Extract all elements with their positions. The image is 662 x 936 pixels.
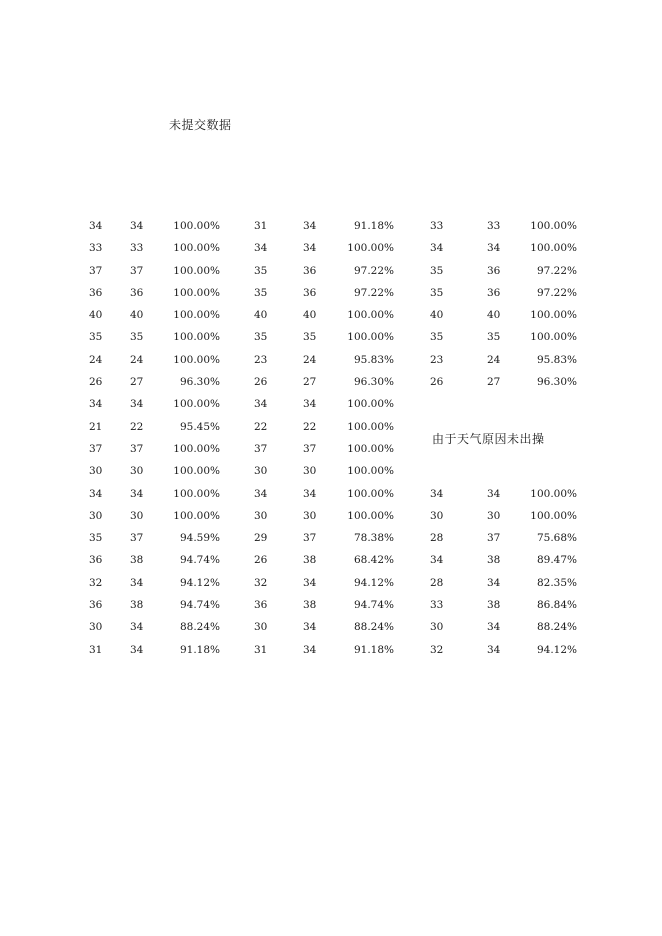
table-cell: 28 <box>430 532 444 545</box>
table-row <box>0 416 662 438</box>
table-cell: 36 <box>89 286 103 299</box>
table-cell: 31 <box>254 643 268 656</box>
table-cell: 100.00% <box>347 331 394 344</box>
table-cell: 30 <box>254 465 268 478</box>
table-cell: 94.12% <box>353 576 394 589</box>
table-cell: 32 <box>89 576 103 589</box>
table-cell: 100.00% <box>173 309 220 322</box>
table-cell: 91.18% <box>179 643 220 656</box>
table-cell: 33 <box>430 599 444 612</box>
page-title: 未提交数据 <box>169 118 232 132</box>
table-cell: 26 <box>254 554 268 567</box>
table-cell: 100.00% <box>347 442 394 455</box>
table-cell: 36 <box>487 264 501 277</box>
table-cell: 34 <box>254 398 268 411</box>
table-cell: 100.00% <box>173 242 220 255</box>
table-cell: 75.68% <box>536 532 577 545</box>
table-row <box>0 282 662 304</box>
table-cell: 96.30% <box>353 376 394 389</box>
table-cell: 40 <box>487 309 501 322</box>
table-cell: 82.35% <box>536 576 577 589</box>
data-table <box>0 215 662 661</box>
table-cell: 96.30% <box>536 376 577 389</box>
table-cell: 35 <box>430 264 444 277</box>
table-row <box>0 393 662 415</box>
table-cell: 34 <box>130 576 144 589</box>
table-cell: 35 <box>303 331 317 344</box>
table-cell: 37 <box>130 264 144 277</box>
table-cell: 86.84% <box>536 599 577 612</box>
table-cell: 37 <box>89 264 103 277</box>
table-cell: 100.00% <box>173 465 220 478</box>
table-cell: 34 <box>430 242 444 255</box>
table-cell: 94.12% <box>536 643 577 656</box>
table-row <box>0 349 662 371</box>
table-cell: 94.74% <box>353 599 394 612</box>
table-cell: 100.00% <box>173 398 220 411</box>
table-cell: 100.00% <box>530 331 577 344</box>
table-cell: 100.00% <box>347 309 394 322</box>
table-cell: 30 <box>430 509 444 522</box>
table-cell: 35 <box>430 331 444 344</box>
table-cell: 36 <box>254 599 268 612</box>
table-cell: 100.00% <box>173 331 220 344</box>
table-cell: 33 <box>89 242 103 255</box>
table-cell: 30 <box>130 509 144 522</box>
table-cell: 100.00% <box>173 353 220 366</box>
table-cell: 100.00% <box>347 465 394 478</box>
table-cell: 34 <box>130 398 144 411</box>
table-cell: 34 <box>130 220 144 232</box>
table-cell: 37 <box>89 442 103 455</box>
table-cell: 97.22% <box>353 264 394 277</box>
table-cell: 34 <box>303 621 317 634</box>
table-row <box>0 260 662 282</box>
table-cell: 97.22% <box>353 286 394 299</box>
table-cell: 34 <box>303 487 317 500</box>
table-cell: 100.00% <box>530 509 577 522</box>
table-cell: 40 <box>89 309 103 322</box>
table-cell: 36 <box>487 286 501 299</box>
table-cell: 94.12% <box>179 576 220 589</box>
table-cell: 100.00% <box>173 220 220 232</box>
table-cell: 30 <box>89 465 103 478</box>
table-cell: 33 <box>430 220 444 232</box>
table-cell: 38 <box>130 554 144 567</box>
table-cell: 40 <box>430 309 444 322</box>
table-cell: 35 <box>430 286 444 299</box>
table-cell: 26 <box>430 376 444 389</box>
table-cell: 40 <box>254 309 268 322</box>
table-cell: 34 <box>303 398 317 411</box>
table-cell: 34 <box>303 242 317 255</box>
table-cell: 33 <box>130 242 144 255</box>
table-cell: 35 <box>254 331 268 344</box>
table-cell: 34 <box>130 643 144 656</box>
table-row <box>0 304 662 326</box>
table-cell: 34 <box>303 643 317 656</box>
table-row <box>0 460 662 482</box>
table-cell: 36 <box>89 554 103 567</box>
table-cell: 34 <box>487 576 501 589</box>
table-cell: 30 <box>89 621 103 634</box>
table-cell: 100.00% <box>347 398 394 411</box>
table-cell: 38 <box>487 599 501 612</box>
table-cell: 24 <box>89 353 103 366</box>
table-cell: 34 <box>430 487 444 500</box>
table-cell: 30 <box>303 509 317 522</box>
table-row <box>0 572 662 594</box>
table-cell: 27 <box>303 376 317 389</box>
table-cell: 36 <box>303 264 317 277</box>
table-cell: 34 <box>303 576 317 589</box>
table-cell: 22 <box>303 420 317 433</box>
table-cell: 22 <box>254 420 268 433</box>
table-cell: 30 <box>303 465 317 478</box>
table-cell: 35 <box>89 532 103 545</box>
table-cell: 24 <box>487 353 501 366</box>
table-cell: 26 <box>254 376 268 389</box>
table-cell: 31 <box>89 643 103 656</box>
table-cell: 40 <box>303 309 317 322</box>
table-cell: 88.24% <box>179 621 220 634</box>
table-cell: 35 <box>130 331 144 344</box>
table-cell: 94.74% <box>179 554 220 567</box>
table-cell: 38 <box>303 599 317 612</box>
table-cell: 35 <box>89 331 103 344</box>
table-cell: 38 <box>487 554 501 567</box>
table-cell: 34 <box>487 643 501 656</box>
table-cell: 30 <box>254 509 268 522</box>
table-cell: 100.00% <box>173 286 220 299</box>
table-cell: 34 <box>430 554 444 567</box>
table-cell: 94.74% <box>179 599 220 612</box>
table-cell: 95.83% <box>536 353 577 366</box>
table-cell: 68.42% <box>353 554 394 567</box>
table-cell: 100.00% <box>347 420 394 433</box>
table-cell: 36 <box>130 286 144 299</box>
table-cell: 23 <box>254 353 268 366</box>
table-row <box>0 483 662 505</box>
table-row <box>0 549 662 571</box>
table-cell: 30 <box>254 621 268 634</box>
table-cell: 40 <box>130 309 144 322</box>
table-cell: 30 <box>89 509 103 522</box>
table-row <box>0 505 662 527</box>
table-row <box>0 237 662 259</box>
table-cell: 100.00% <box>530 242 577 255</box>
table-cell: 32 <box>430 643 444 656</box>
table-cell: 91.18% <box>353 643 394 656</box>
table-cell: 38 <box>303 554 317 567</box>
table-cell: 97.22% <box>536 286 577 299</box>
table-cell: 34 <box>254 242 268 255</box>
table-cell: 22 <box>130 420 144 433</box>
table-cell: 100.00% <box>530 309 577 322</box>
table-cell: 31 <box>254 220 268 232</box>
table-cell: 35 <box>487 331 501 344</box>
table-cell: 96.30% <box>179 376 220 389</box>
table-cell: 100.00% <box>173 264 220 277</box>
table-cell: 35 <box>254 264 268 277</box>
table-cell: 100.00% <box>530 220 577 232</box>
table-cell: 34 <box>89 220 103 232</box>
table-cell: 37 <box>130 532 144 545</box>
table-cell: 21 <box>89 420 103 433</box>
table-cell: 30 <box>430 621 444 634</box>
table-row <box>0 527 662 549</box>
table-cell: 24 <box>130 353 144 366</box>
weather-note: 由于天气原因未出操 <box>432 432 545 446</box>
table-cell: 37 <box>254 442 268 455</box>
table-cell: 35 <box>254 286 268 299</box>
table-cell: 88.24% <box>353 621 394 634</box>
table-cell: 89.47% <box>536 554 577 567</box>
table-cell: 36 <box>303 286 317 299</box>
table-cell: 34 <box>487 621 501 634</box>
table-cell: 100.00% <box>173 442 220 455</box>
table-cell: 100.00% <box>530 487 577 500</box>
table-cell: 100.00% <box>173 487 220 500</box>
table-cell: 100.00% <box>173 509 220 522</box>
table-row <box>0 438 662 460</box>
table-cell: 95.45% <box>179 420 220 433</box>
table-cell: 37 <box>130 442 144 455</box>
table-cell: 30 <box>130 465 144 478</box>
table-row <box>0 639 662 661</box>
table-cell: 34 <box>130 621 144 634</box>
table-cell: 91.18% <box>353 220 394 232</box>
table-cell: 37 <box>303 532 317 545</box>
table-cell: 23 <box>430 353 444 366</box>
table-cell: 34 <box>89 487 103 500</box>
table-cell: 33 <box>487 220 501 232</box>
table-cell: 88.24% <box>536 621 577 634</box>
table-cell: 34 <box>487 242 501 255</box>
table-cell: 26 <box>89 376 103 389</box>
table-cell: 24 <box>303 353 317 366</box>
table-cell: 100.00% <box>347 242 394 255</box>
table-row <box>0 371 662 393</box>
table-cell: 34 <box>254 487 268 500</box>
table-cell: 36 <box>89 599 103 612</box>
table-cell: 94.59% <box>179 532 220 545</box>
table-cell: 29 <box>254 532 268 545</box>
table-cell: 28 <box>430 576 444 589</box>
table-cell: 37 <box>487 532 501 545</box>
table-cell: 100.00% <box>347 487 394 500</box>
table-row <box>0 326 662 348</box>
table-cell: 38 <box>130 599 144 612</box>
table-cell: 78.38% <box>353 532 394 545</box>
table-row <box>0 594 662 616</box>
table-cell: 27 <box>130 376 144 389</box>
table-cell: 27 <box>487 376 501 389</box>
table-cell: 34 <box>303 220 317 232</box>
table-cell: 34 <box>89 398 103 411</box>
table-cell: 100.00% <box>347 509 394 522</box>
table-cell: 34 <box>487 487 501 500</box>
table-cell: 37 <box>303 442 317 455</box>
table-row <box>0 616 662 638</box>
table-row <box>0 215 662 237</box>
table-cell: 97.22% <box>536 264 577 277</box>
table-cell: 34 <box>130 487 144 500</box>
table-cell: 95.83% <box>353 353 394 366</box>
table-cell: 30 <box>487 509 501 522</box>
table-cell: 32 <box>254 576 268 589</box>
